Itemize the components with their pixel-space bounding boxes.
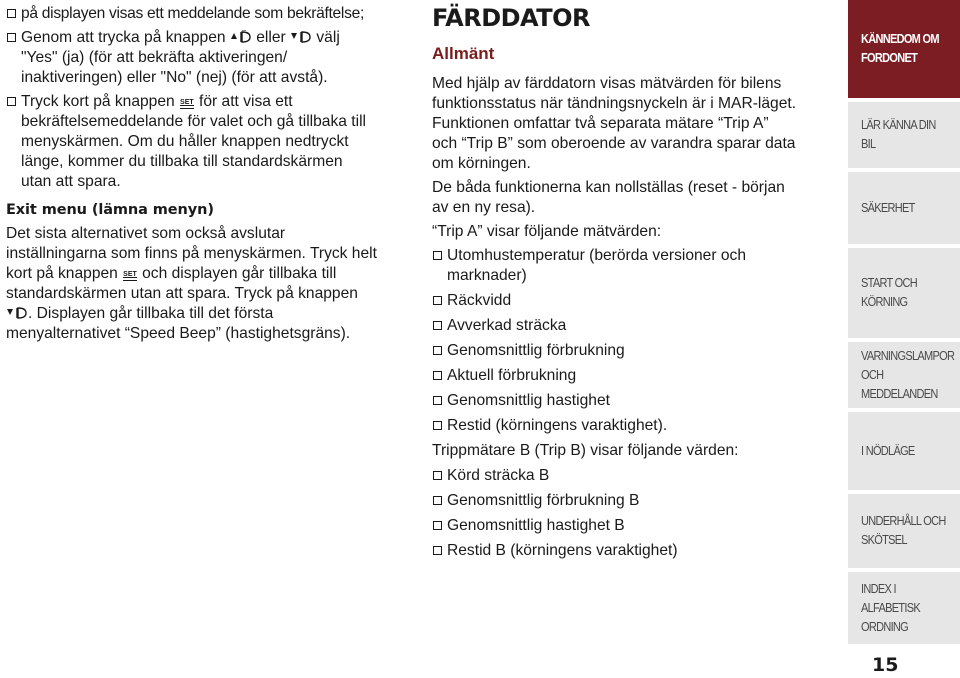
list-item-text: Genomsnittlig hastighet [447, 392, 610, 409]
list-item [432, 391, 837, 411]
page-number: 15 [872, 654, 899, 676]
checkbox-bullet-icon [433, 421, 442, 430]
list-item-text: Genomsnittlig hastighet B [447, 517, 625, 534]
tab-i-nodlage[interactable] [848, 412, 960, 490]
paragraph-text: standardskärmen utan att spara. Tryck på knappen [6, 285, 358, 302]
tab-index[interactable] [848, 572, 960, 644]
section-subtitle: Allmänt [432, 44, 495, 63]
list-item [432, 316, 837, 336]
checkbox-bullet-icon [433, 321, 442, 330]
checkbox-bullet-icon [433, 346, 442, 355]
bullet-text: på displayen visas ett meddelande som bekräftelse; [21, 5, 364, 22]
bullet-text: bekräftelsemeddelande för valet och gå tillbaka till [21, 113, 366, 130]
list-item-text: Avverkad sträcka [447, 317, 567, 334]
paragraph-text: kort på knappen [6, 265, 123, 282]
tab-sakerhet[interactable] [848, 172, 960, 244]
list-item [432, 246, 837, 286]
down-button-icon [6, 306, 28, 320]
checkbox-bullet-icon [433, 496, 442, 505]
right-column [432, 0, 837, 566]
list-item-text: Genomsnittlig förbrukning [447, 342, 625, 359]
list-item [432, 541, 837, 561]
checkbox-bullet-icon [433, 296, 442, 305]
list-item-text: Restid (körningens varaktighet). [447, 417, 668, 434]
paragraph-text: . Displayen går tillbaka till det första [28, 305, 274, 322]
list-item [432, 466, 837, 486]
left-column [6, 0, 411, 344]
list-item [432, 366, 837, 386]
tab-kannedom-om-fordonet[interactable] [848, 0, 960, 98]
set-button-icon: SET [180, 99, 194, 106]
paragraph-text: Med hjälp av färddatorn visas mätvärden för bilens [432, 75, 782, 92]
tab-label: START OCH KÖRNING [861, 276, 918, 309]
tab-label: SÄKERHET [861, 200, 915, 215]
up-button-icon [230, 30, 252, 44]
list-item [432, 491, 837, 511]
paragraph [432, 178, 837, 218]
tab-label: VARNINGSLAMPOR OCH MEDDELANDEN [861, 348, 955, 401]
bullet-text: eller [251, 29, 291, 46]
bullet-text: Genom att trycka på knappen [21, 29, 230, 46]
list-item-text: marknader) [447, 267, 527, 284]
list-item-text: Restid B (körningens varaktighet) [447, 542, 678, 559]
tab-label: INDEX I ALFABETISK ORDNING [861, 581, 920, 634]
bullet-text: Tryck kort på knappen [21, 93, 180, 110]
bullet-item [6, 4, 411, 24]
bullet-text: utan att spara. [21, 173, 121, 190]
paragraph-text: menyalternativet “Speed Beep” (hastighetsgräns). [6, 325, 351, 342]
tab-label: I NÖDLÄGE [861, 443, 915, 458]
paragraph-text: och displayen går tillbaka till [137, 265, 337, 282]
tab-underhall-och-skotsel[interactable] [848, 494, 960, 568]
tab-label: LÄR KÄNNA DIN BIL [861, 118, 936, 151]
bullet-text: länge, kommer du tillbaka till standardskärmen [21, 153, 343, 170]
bullet-text: menyskärmen. Om du håller knappen nedtryckt [21, 133, 349, 150]
bullet-text: välj [312, 29, 340, 46]
tab-lar-kanna-din-bil[interactable] [848, 102, 960, 168]
paragraph-text: av en ny resa). [432, 199, 536, 216]
paragraph [6, 224, 411, 344]
page-title: FÄRDDATOR [432, 4, 591, 32]
tab-label: UNDERHÅLL OCH SKÖTSEL [861, 514, 946, 547]
checkbox-bullet-icon [433, 471, 442, 480]
trip-b-heading: Trippmätare B (Trip B) visar följande värden: [432, 442, 739, 459]
paragraph-text: funktionsstatus när tändningsnyckeln är i MAR-läget. [432, 95, 797, 112]
paragraph-text: om körningen. [432, 155, 531, 172]
paragraph-text: Funktionen omfattar två separata mätare “Trip A” [432, 115, 769, 132]
bullet-item [6, 28, 411, 88]
tab-varningslampor[interactable] [848, 342, 960, 408]
checkbox-bullet-icon [7, 9, 16, 18]
checkbox-bullet-icon [433, 251, 442, 260]
bullet-text: för att visa ett [194, 93, 293, 110]
checkbox-bullet-icon [7, 97, 16, 106]
checkbox-bullet-icon [433, 396, 442, 405]
list-item-text: Körd sträcka B [447, 467, 550, 484]
paragraph-text: Det sista alternativet som också avslutar [6, 225, 286, 242]
paragraph [432, 74, 837, 174]
tab-label: KÄNNEDOM OM FORDONET [861, 32, 939, 65]
down-button-icon [290, 30, 312, 44]
list-item-text: Räckvidd [447, 292, 512, 309]
bullet-item [6, 92, 411, 192]
list-item-text: Aktuell förbrukning [447, 367, 577, 384]
checkbox-bullet-icon [433, 521, 442, 530]
paragraph-text: inställningarna som finns på menyskärmen. Tryck helt [6, 245, 377, 262]
section-heading: Exit menu (lämna menyn) [6, 202, 214, 218]
chapter-sidebar [848, 0, 960, 678]
bullet-text: inaktiveringen) eller "No" (nej) (för att avstå). [21, 69, 328, 86]
paragraph-text: och “Trip B” som oberoende av varandra sparar data [432, 135, 796, 152]
paragraph-text: De båda funktionerna kan nollställas (reset - början [432, 179, 785, 196]
list-item-text: Utomhustemperatur (berörda versioner och [447, 247, 747, 264]
trip-a-heading: “Trip A” visar följande mätvärden: [432, 223, 662, 240]
list-item [432, 516, 837, 536]
bullet-text: "Yes" (ja) (för att bekräfta aktiveringen/ [21, 49, 288, 66]
checkbox-bullet-icon [7, 33, 16, 42]
list-item [432, 341, 837, 361]
checkbox-bullet-icon [433, 371, 442, 380]
set-button-icon: SET [123, 271, 137, 278]
tab-start-och-korning[interactable] [848, 248, 960, 338]
list-item [432, 291, 837, 311]
list-item [432, 416, 837, 436]
checkbox-bullet-icon [433, 546, 442, 555]
list-item-text: Genomsnittlig förbrukning B [447, 492, 640, 509]
